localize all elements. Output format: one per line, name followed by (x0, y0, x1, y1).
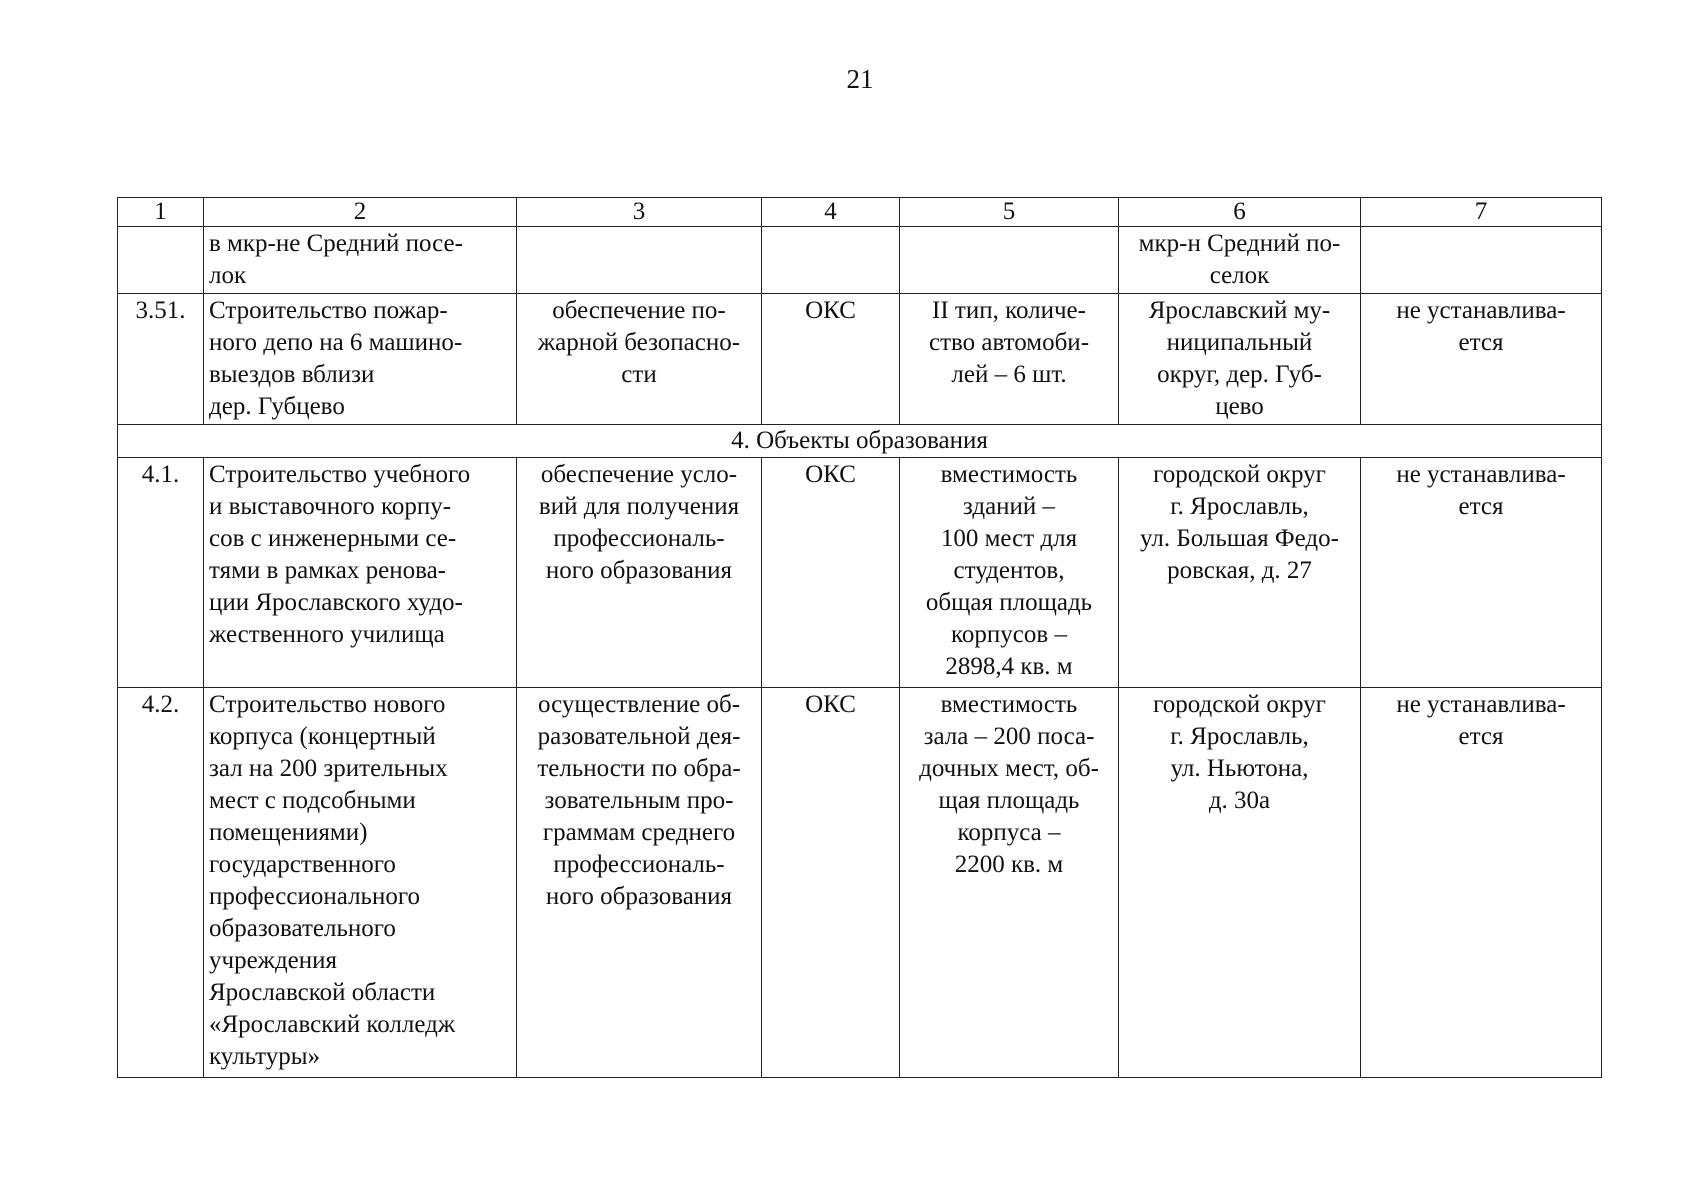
column-header: 4 (762, 198, 900, 227)
table-cell (900, 227, 1119, 294)
table-row-4-2 (118, 688, 1602, 1078)
table-section-row (118, 425, 1602, 458)
table-cell (517, 227, 762, 294)
document-table (117, 197, 1602, 1078)
table-cell-number: 4.2. (118, 688, 204, 1078)
table-cell-name: Строительство нового корпуса (концертный зал на 200 зрительных мест с подсобными помещениями) государственного профессионального образовательного учреждения Ярославской области «Ярославский колледж культуры» (204, 688, 517, 1078)
table-cell-number: 3.51. (118, 294, 204, 425)
table-cell-characteristics: II тип, количе- ство автомоби- лей – 6 шт. (900, 294, 1119, 425)
table-cell-zone: не устанавлива- ется (1361, 458, 1602, 688)
table-cell-location: городской округ г. Ярославль, ул. Ньютона, д. 30а (1119, 688, 1361, 1078)
column-header: 6 (1119, 198, 1361, 227)
table-cell-name: Строительство пожар- ного депо на 6 машино- выездов вблизи дер. Губцево (204, 294, 517, 425)
table-cell-location: мкр-н Средний по- селок (1119, 227, 1361, 294)
table-cell (118, 227, 204, 294)
table-row-continuation (118, 227, 1602, 294)
column-header: 3 (517, 198, 762, 227)
table-cell-zone: не устанавлива- ется (1361, 294, 1602, 425)
table-cell-location: Ярославский му- ниципальный округ, дер. Губ- цево (1119, 294, 1361, 425)
table-header-row (118, 198, 1602, 227)
table-cell-type: ОКС (762, 458, 900, 688)
table-row-3-51 (118, 294, 1602, 425)
column-header: 5 (900, 198, 1119, 227)
table-cell-characteristics: вместимость зданий – 100 мест для студентов, общая площадь корпусов – 2898,4 кв. м (900, 458, 1119, 688)
table-cell-location: городской округ г. Ярославль, ул. Большая Федо- ровская, д. 27 (1119, 458, 1361, 688)
section-heading: 4. Объекты образования (118, 425, 1602, 458)
table-cell (1361, 227, 1602, 294)
table-cell-purpose: обеспечение усло- вий для получения профессиональ- ного образования (517, 458, 762, 688)
table-cell-zone: не устанавлива- ется (1361, 688, 1602, 1078)
table-cell-name: в мкр-не Средний посе- лок (204, 227, 517, 294)
table-row-4-1 (118, 458, 1602, 688)
table-cell (762, 227, 900, 294)
table-cell-type: ОКС (762, 294, 900, 425)
page-number: 21 (846, 64, 874, 94)
table-cell-purpose: обеспечение по- жарной безопасно- сти (517, 294, 762, 425)
table-cell-type: ОКС (762, 688, 900, 1078)
table-cell-name: Строительство учебного и выставочного корпу- сов с инженерными се- тями в рамках ренова- ции Ярославского худо- жественного училища (204, 458, 517, 688)
table-cell-number: 4.1. (118, 458, 204, 688)
table-cell-characteristics: вместимость зала – 200 поса- дочных мест, об- щая площадь корпуса – 2200 кв. м (900, 688, 1119, 1078)
column-header: 2 (204, 198, 517, 227)
table-cell-purpose: осуществление об- разовательной дея- тельности по обра- зовательным про- граммам среднего профессиональ- ного образования (517, 688, 762, 1078)
column-header: 7 (1361, 198, 1602, 227)
column-header: 1 (118, 198, 204, 227)
